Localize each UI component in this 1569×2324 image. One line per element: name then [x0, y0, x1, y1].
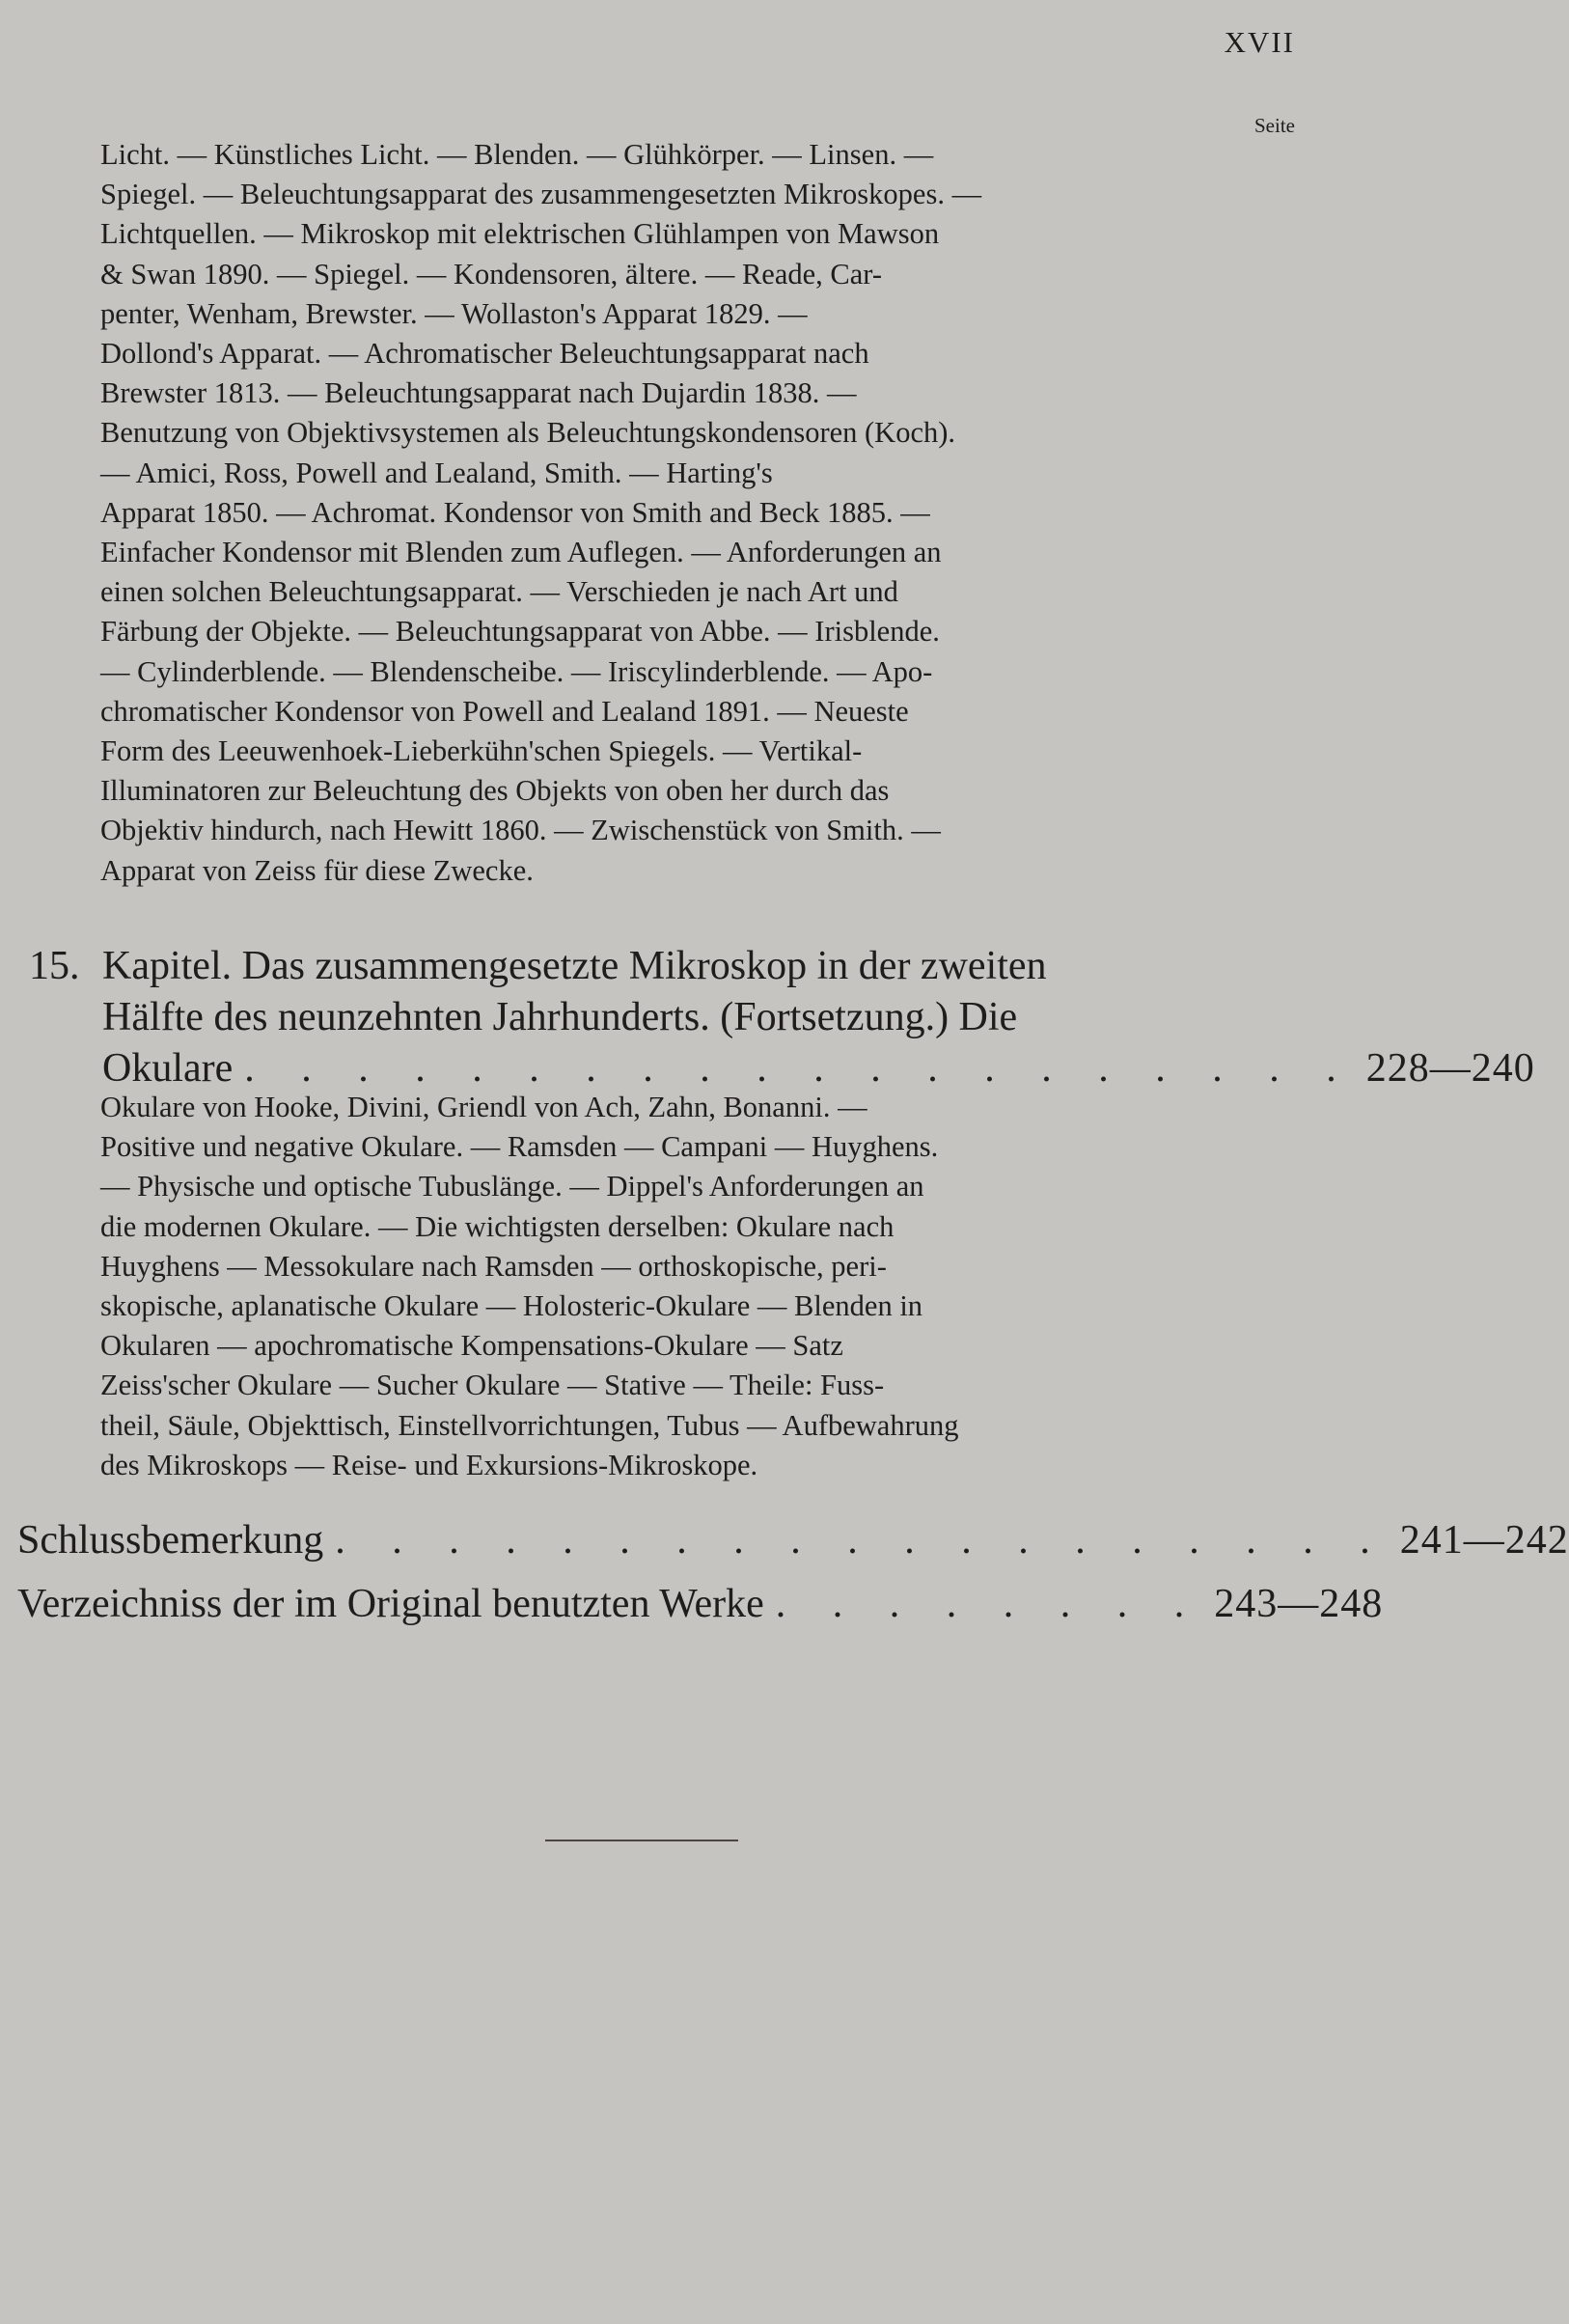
- summary-line: penter, Wenham, Brewster. — Wollaston's Apparat 1829. —: [100, 296, 808, 330]
- summary-line: Brewster 1813. — Beleuchtungsapparat nach Dujardin 1838. —: [100, 376, 857, 410]
- summary-line: Objektiv hindurch, nach Hewitt 1860. — Zwischenstück von Smith. —: [100, 814, 941, 847]
- dot-leader: . . . . . . . .: [775, 1582, 1203, 1626]
- chapter-title-line: Kapitel. Das zusammengesetzte Mikroskop in der zweiten: [102, 944, 1047, 988]
- page-range: 228—240: [1365, 1046, 1535, 1091]
- summary-line: die modernen Okulare. — Die wichtigsten derselben: Okulare nach: [100, 1209, 895, 1243]
- summary-line: theil, Säule, Objekttisch, Einstellvorrichtungen, Tubus — Aufbewahrung: [100, 1408, 959, 1442]
- summary-line: Einfacher Kondensor mit Blenden zum Auflegen. — Anforderungen an: [100, 536, 942, 569]
- page-range: 241—242: [1399, 1518, 1569, 1563]
- summary-line: Apparat von Zeiss für diese Zwecke.: [100, 853, 534, 887]
- summary-line: Positive und negative Okulare. — Ramsden — Campani — Huyghens.: [100, 1130, 939, 1164]
- summary-line: Licht. — Künstliches Licht. — Blenden. — Glühkörper. — Linsen. —: [100, 138, 934, 171]
- end-rule-divider: [545, 1840, 738, 1841]
- chapter-number: 15.: [29, 944, 80, 988]
- summary-line: skopische, aplanatische Okulare — Holosteric-Okulare — Blenden in: [100, 1289, 923, 1323]
- summary-line: Okulare von Hooke, Divini, Griendl von Ach, Zahn, Bonanni. —: [100, 1091, 867, 1123]
- summary-line: Lichtquellen. — Mikroskop mit elektrischen Glühlampen von Mawson: [100, 217, 940, 251]
- dot-leader: . . . . . . . . . . . . . . . . . . . .: [244, 1046, 1355, 1091]
- summary-line: Form des Leeuwenhoek-Lieberkühn'schen Spiegels. — Vertikal-: [100, 734, 863, 768]
- toc-entry-title: Schlussbemerkung: [17, 1518, 324, 1563]
- summary-line: Illuminatoren zur Beleuchtung des Objekts von oben her durch das: [100, 774, 890, 808]
- chapter-title: [102, 941, 1535, 1094]
- summary-line: Apparat 1850. — Achromat. Kondensor von Smith and Beck 1885. —: [100, 495, 930, 529]
- toc-entry-verzeichniss: [17, 1579, 1384, 1630]
- page-range: 243—248: [1214, 1582, 1384, 1626]
- dot-leader: . . . . . . . . . . . . . . . . . . .: [335, 1518, 1389, 1563]
- summary-line: Benutzung von Objektivsystemen als Beleuchtungskondensoren (Koch).: [100, 416, 956, 450]
- summary-line: einen solchen Beleuchtungsapparat. — Verschieden je nach Art und: [100, 575, 898, 609]
- summary-line: Färbung der Objekte. — Beleuchtungsapparat von Abbe. — Irisblende.: [100, 615, 940, 649]
- summary-line: Dollond's Apparat. — Achromatischer Beleuchtungsapparat nach: [100, 337, 869, 371]
- summary-line: chromatischer Kondensor von Powell and Lealand 1891. — Neueste: [100, 694, 909, 728]
- chapter-title-line: Hälfte des neunzehnten Jahrhunderts. (Fortsetzung.) Die: [102, 995, 1018, 1039]
- toc-entry-title: Verzeichniss der im Original benutzten Werke: [17, 1582, 764, 1626]
- summary-line: — Amici, Ross, Powell and Lealand, Smith. — Harting's: [100, 456, 773, 489]
- summary-line: Spiegel. — Beleuchtungsapparat des zusammengesetzten Mikroskopes. —: [100, 178, 982, 211]
- chapter-title-end: Okulare: [102, 1046, 234, 1091]
- page-column-label: Seite: [1254, 114, 1295, 137]
- toc-entry-schlussbemerkung: [17, 1515, 1569, 1566]
- summary-line: & Swan 1890. — Spiegel. — Kondensoren, ältere. — Reade, Car-: [100, 257, 882, 290]
- summary-line: Huyghens — Messokulare nach Ramsden — orthoskopische, peri-: [100, 1249, 887, 1283]
- page-number: XVII: [1224, 25, 1295, 59]
- summary-line: Okularen — apochromatische Kompensations-Okulare — Satz: [100, 1329, 843, 1363]
- summary-line: Zeiss'scher Okulare — Sucher Okulare — Stative — Theile: Fuss-: [100, 1369, 885, 1402]
- chapter15-summary: [100, 1088, 1193, 1485]
- summary-line: des Mikroskops — Reise- und Exkursions-Mikroskope.: [100, 1448, 758, 1481]
- chapter14-summary: [100, 135, 1193, 891]
- summary-line: — Cylinderblende. — Blendenscheibe. — Iriscylinderblende. — Apo-: [100, 654, 933, 688]
- summary-line: — Physische und optische Tubuslänge. — Dippel's Anforderungen an: [100, 1170, 924, 1204]
